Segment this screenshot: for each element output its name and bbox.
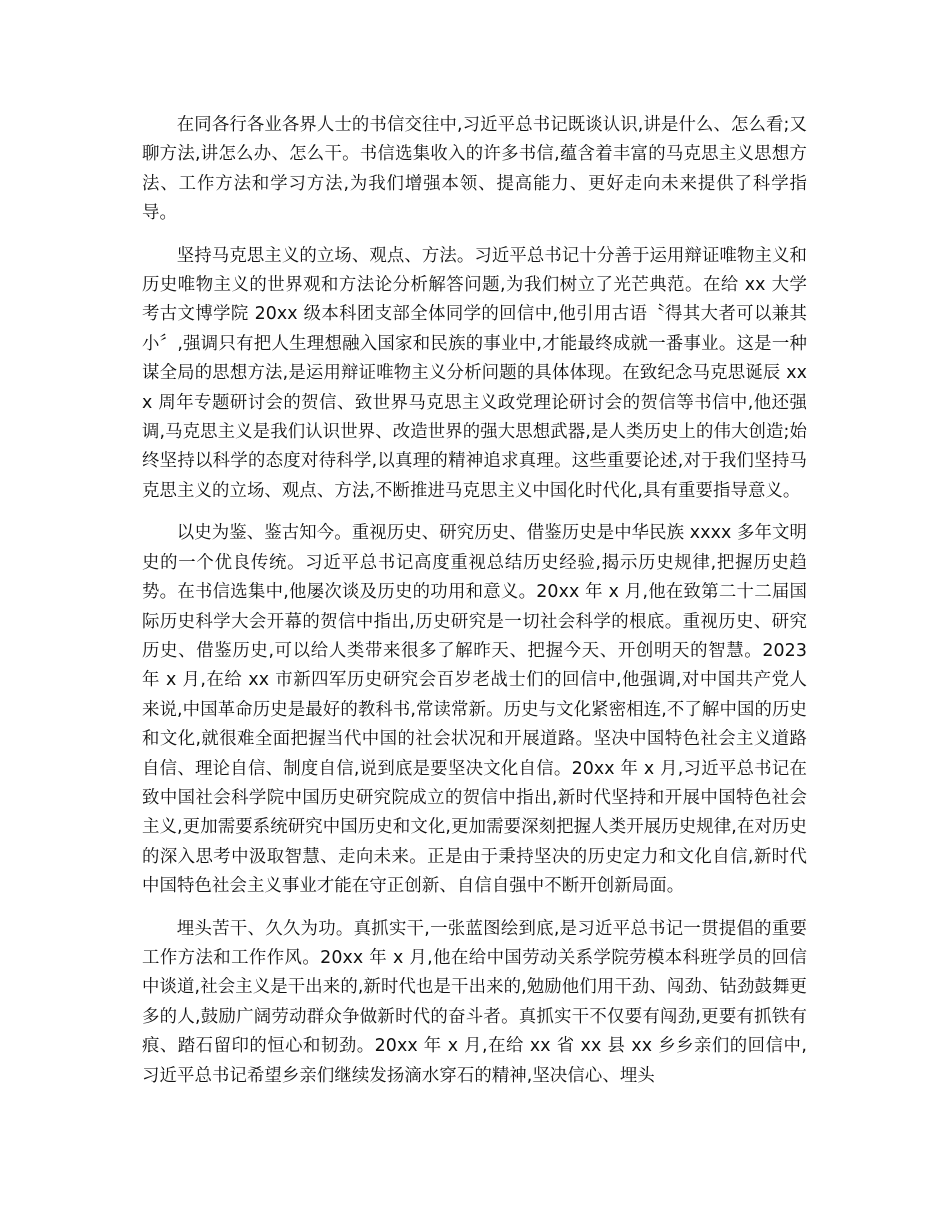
paragraph-history-lessons: 以史为鉴、鉴古知今。重视历史、研究历史、借鉴历史是中华民族 xxxx 多年文明史的一个优良传统。习近平总书记高度重视总结历史经验,揭示历史规律,把握历史趋势。在书信选集中,他屡次谈及历史的功用和意义。20xx 年 x 月,他在致第二十二届国际历史科学大会开幕的贺信中指出,历史研究是一切社会科学的根底。重视历史、研究历史、借鉴历史,可以给人类带来很多了解昨天、把握今天、开创明天的智慧。2023 年 x 月,在给 xx 市新四军历史研究会百岁老战士们的回信中,他强调,对中国共产党人来说,中国革命历史是最好的教科书,常读常新。历史与文化紧密相连,不了解中国的历史和文化,就很难全面把握当代中国的社会状况和开展道路。坚决中国特色社会主义道路自信、理论自信、制度自信,说到底是要坚决文化自信。20xx 年 x 月,习近平总书记在致中国社会科学院中国历史研究院成立的贺信中指出,新时代坚持和开展中国特色社会主义,更加需要系统研究中国历史和文化,更加需要深刻把握人类开展历史规律,在对历史的深入思考中汲取智慧、走向未来。正是由于秉持坚决的历史定力和文化自信,新时代中国特色社会主义事业才能在守正创新、自信自强中不断开创新局面。 [142,523,807,897]
paragraph-intro: 在同各行各业各界人士的书信交往中,习近平总书记既谈认识,讲是什么、怎么看;又聊方法,讲怎么办、怎么干。书信选集收入的许多书信,蕴含着丰富的马克思主义思想方法、工作方法和学习方法,为我们增强本领、提高能力、更好走向未来提供了科学指导。 [142,115,807,224]
document-body [142,111,807,1104]
paragraph-marxism-method: 坚持马克思主义的立场、观点、方法。习近平总书记十分善于运用辩证唯物主义和历史唯物主义的世界观和方法论分析解答问题,为我们树立了光芒典范。在给 xx 大学考古文博学院 20xx 级本科团支部全体同学的回信中,他引用古语〝得其大者可以兼其小〞,强调只有把人生理想融入国家和民族的事业中,才能最终成就一番事业。这是一种谋全局的思想方法,是运用辩证唯物主义分析问题的具体体现。在致纪念马克思诞辰 xxx 周年专题研讨会的贺信、致世界马克思主义政党理论研讨会的贺信等书信中,他还强调,马克思主义是我们认识世界、改造世界的强大思想武器,是人类历史上的伟大创造;始终坚持以科学的态度对待科学,以真理的精神追求真理。这些重要论述,对于我们坚持马克思主义的立场、观点、方法,不断推进马克思主义中国化时代化,具有重要指导意义。 [142,245,807,501]
paragraph-hard-work: 埋头苦干、久久为功。真抓实干,一张蓝图绘到底,是习近平总书记一贯提倡的重要工作方法和工作作风。20xx 年 x 月,他在给中国劳动关系学院劳模本科班学员的回信中谈道,社会主义是干出来的,新时代也是干出来的,勉励他们用干劲、闯劲、钻劲鼓舞更多的人,鼓励广阔劳动群众争做新时代的奋斗者。真抓实干不仅要有闯劲,更要有抓铁有痕、踏石留印的恒心和韧劲。20xx 年 x 月,在给 xx 省 xx 县 xx 乡乡亲们的回信中,习近平总书记希望乡亲们继续发扬滴水穿石的精神,坚决信心、埋头 [142,918,807,1086]
